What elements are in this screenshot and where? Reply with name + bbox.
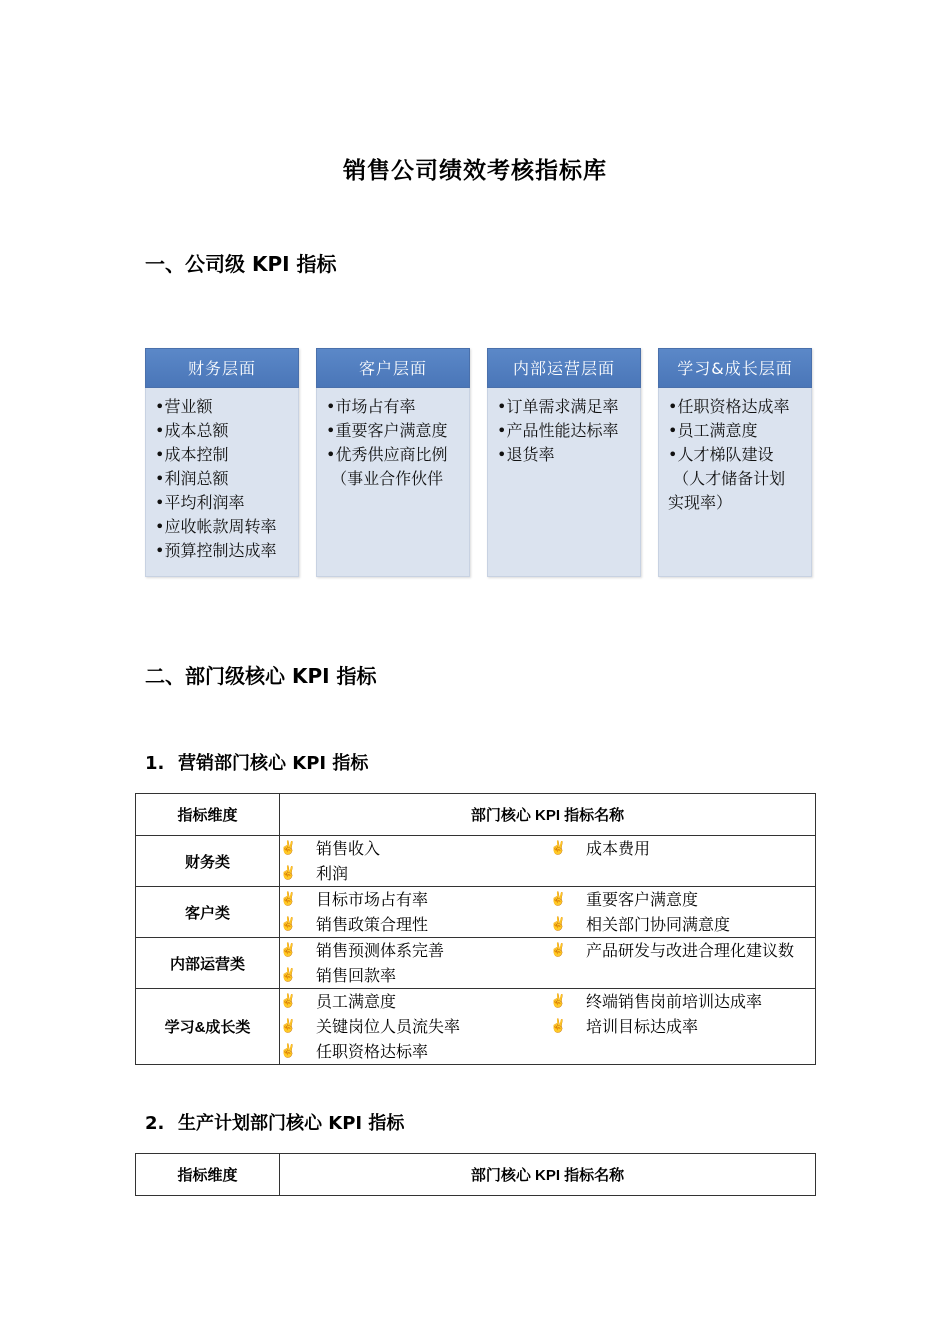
kpi-item-label: 产品研发与改进合理化建议数 (586, 941, 795, 960)
victory-hand-icon: ✌ (280, 994, 297, 1009)
kpi-item-label: 培训目标达成率 (586, 1017, 699, 1036)
kpi-list-item: •优秀供应商比例 (326, 445, 448, 464)
victory-hand-icon: ✌ (280, 841, 297, 856)
dimension-cell: 学习&成长类 (136, 989, 280, 1065)
victory-hand-icon: ✌ (280, 1019, 297, 1034)
kpi-item (550, 938, 815, 963)
kpi-item-label: 任职资格达标率 (316, 1042, 429, 1061)
kpi-list-item: （事业合作伙伴 (326, 469, 444, 488)
kpi-item-label: 终端销售岗前培训达成率 (586, 992, 763, 1011)
kpi-item (550, 912, 815, 937)
kpi-list-item: 实现率） (668, 493, 733, 512)
kpi-list-item: •预算控制达成率 (155, 541, 277, 560)
kpi-item-label: 销售回款率 (316, 966, 397, 985)
kpi-item-label: 员工满意度 (316, 992, 397, 1011)
victory-hand-icon: ✌ (550, 917, 567, 932)
kpi-box-header: 客户层面 (316, 348, 470, 388)
column-header-kpi-name: 部门核心 KPI 指标名称 (280, 1154, 816, 1196)
kpi-list-item: •任职资格达成率 (668, 397, 790, 416)
section2-heading: 二、部门级核心 KPI 指标 (145, 664, 377, 688)
table-row (136, 938, 816, 989)
kpi-item (550, 887, 815, 912)
kpi-item (550, 836, 815, 861)
victory-hand-icon: ✌ (280, 943, 297, 958)
kpi-list-item: •市场占有率 (326, 397, 416, 416)
kpi-box (487, 348, 641, 577)
subsection2-heading (145, 1109, 404, 1135)
kpi-list-item: •退货率 (497, 445, 555, 464)
kpi-item-label: 利润 (316, 864, 349, 883)
kpi-list-item: •利润总额 (155, 469, 229, 488)
victory-hand-icon: ✌ (550, 841, 567, 856)
kpi-box-body (145, 388, 299, 577)
kpi-item-label: 成本费用 (586, 839, 651, 858)
page-title: 销售公司绩效考核指标库 (343, 158, 607, 184)
kpi-box-header: 内部运营层面 (487, 348, 641, 388)
kpi-list-item: •产品性能达标率 (497, 421, 619, 440)
kpi-item (550, 1014, 815, 1039)
kpi-list-item: •重要客户满意度 (326, 421, 448, 440)
kpi-item-label: 关键岗位人员流失率 (316, 1017, 461, 1036)
dimension-cell: 内部运营类 (136, 938, 280, 989)
production-kpi-table (135, 1153, 816, 1196)
column-header-dimension: 指标维度 (136, 794, 280, 836)
kpi-item-label: 销售政策合理性 (316, 915, 429, 934)
kpi-items-cell (280, 938, 816, 989)
kpi-list-item: （人才储备计划 (668, 469, 786, 488)
kpi-box (145, 348, 299, 577)
dimension-cell: 财务类 (136, 836, 280, 887)
victory-hand-icon: ✌ (280, 968, 297, 983)
kpi-list-item: •人才梯队建设 (668, 445, 774, 464)
subsection2-number: 2. (145, 1113, 165, 1134)
victory-hand-icon: ✌ (550, 892, 567, 907)
kpi-box (658, 348, 812, 577)
kpi-item-label: 重要客户满意度 (586, 890, 699, 909)
section1-heading: 一、公司级 KPI 指标 (145, 252, 337, 276)
victory-hand-icon: ✌ (280, 917, 297, 932)
victory-hand-icon: ✌ (550, 943, 567, 958)
kpi-item (280, 938, 550, 963)
kpi-item-label: 销售收入 (316, 839, 381, 858)
kpi-items-cell (280, 989, 816, 1065)
kpi-items-cell (280, 836, 816, 887)
dimension-cell: 客户类 (136, 887, 280, 938)
kpi-item-label: 目标市场占有率 (316, 890, 429, 909)
kpi-box-body (658, 388, 812, 577)
kpi-box-header: 财务层面 (145, 348, 299, 388)
kpi-list-item: •营业额 (155, 397, 213, 416)
victory-hand-icon: ✌ (550, 994, 567, 1009)
kpi-item (550, 989, 815, 1014)
table-row (136, 887, 816, 938)
kpi-box-header: 学习&成长层面 (658, 348, 812, 388)
table-row (136, 989, 816, 1065)
kpi-item (280, 887, 550, 912)
subsection1-heading (145, 749, 368, 775)
kpi-item (280, 912, 550, 937)
kpi-list-item: •订单需求满足率 (497, 397, 619, 416)
kpi-item (280, 861, 550, 886)
subsection1-number: 1. (145, 753, 165, 774)
kpi-list-item: •成本控制 (155, 445, 229, 464)
kpi-item (280, 836, 550, 861)
kpi-item (280, 1014, 550, 1039)
marketing-kpi-table (135, 793, 816, 1065)
kpi-box-body (487, 388, 641, 577)
victory-hand-icon: ✌ (280, 1044, 297, 1059)
column-header-kpi-name: 部门核心 KPI 指标名称 (280, 794, 816, 836)
victory-hand-icon: ✌ (280, 866, 297, 881)
table-row (136, 836, 816, 887)
kpi-item (280, 1039, 550, 1064)
kpi-list-item: •平均利润率 (155, 493, 245, 512)
kpi-items-cell (280, 887, 816, 938)
kpi-item-label: 相关部门协同满意度 (586, 915, 731, 934)
kpi-box-body (316, 388, 470, 577)
kpi-list-item: •应收帐款周转率 (155, 517, 277, 536)
kpi-list-item: •员工满意度 (668, 421, 758, 440)
kpi-box (316, 348, 470, 577)
kpi-item (280, 989, 550, 1014)
victory-hand-icon: ✌ (280, 892, 297, 907)
kpi-list-item: •成本总额 (155, 421, 229, 440)
column-header-dimension: 指标维度 (136, 1154, 280, 1196)
subsection2-title: 生产计划部门核心 KPI 指标 (178, 1113, 405, 1134)
subsection1-title: 营销部门核心 KPI 指标 (178, 753, 369, 774)
kpi-item-label: 销售预测体系完善 (316, 941, 445, 960)
kpi-item (280, 963, 550, 988)
victory-hand-icon: ✌ (550, 1019, 567, 1034)
